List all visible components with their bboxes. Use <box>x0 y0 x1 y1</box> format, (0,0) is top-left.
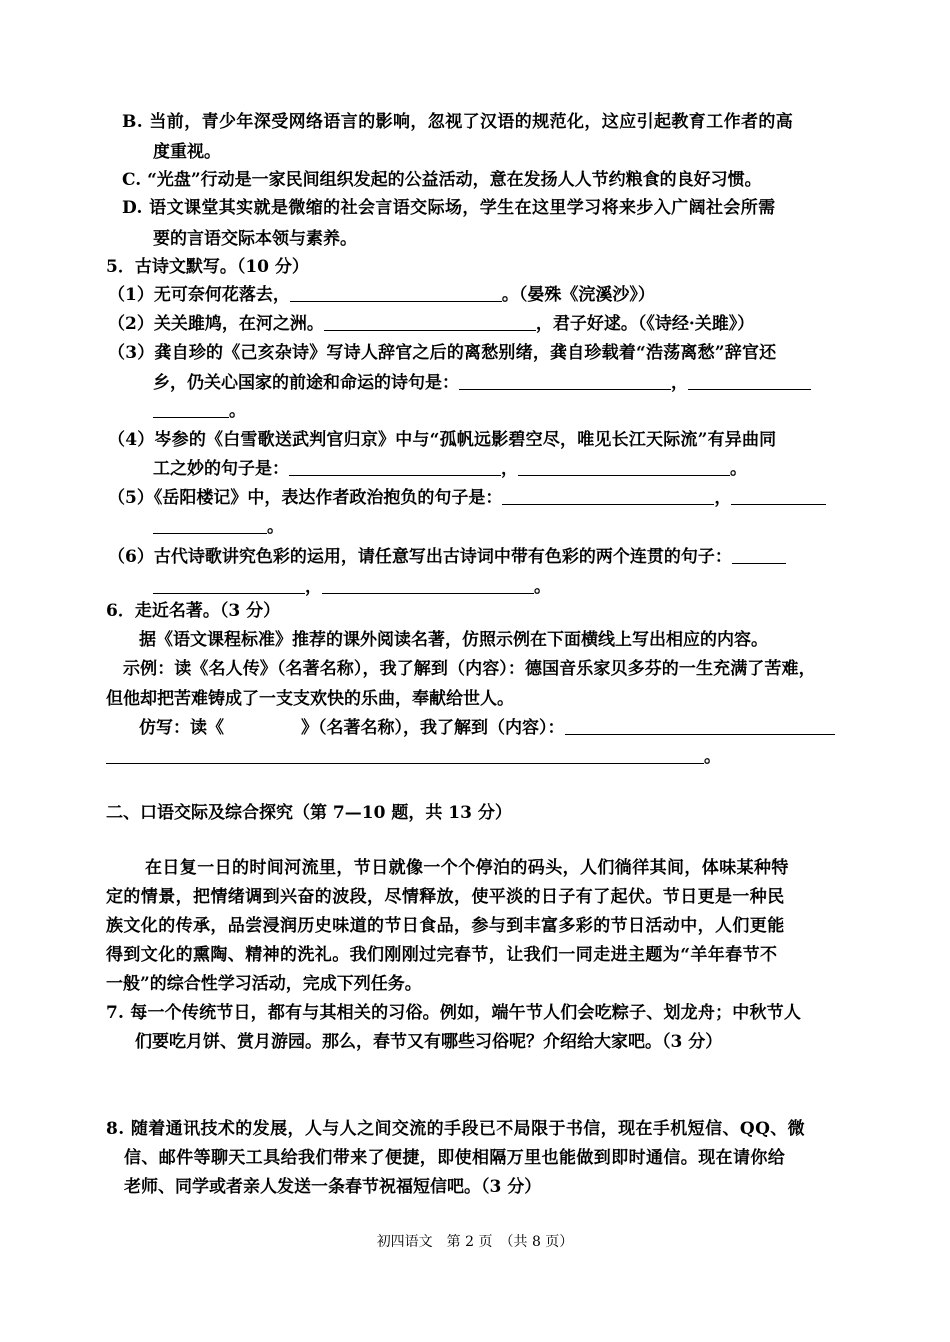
answer-blank-6b[interactable] <box>153 577 305 594</box>
answer-blank-2[interactable] <box>324 314 536 331</box>
q5-item-3-cont <box>153 400 246 422</box>
answer-blank-4b[interactable] <box>518 459 730 476</box>
q6-imitation-prefix: 仿写：读《 <box>139 718 224 738</box>
answer-blank-5c[interactable] <box>153 517 267 534</box>
option-d-line1: D. 语文课堂其实就是微缩的社会言语交际场，学生在这里学习将来步入广阔社会所需 <box>122 198 776 218</box>
q5-item-3 <box>153 372 811 394</box>
q5-4-prompt: 工之妙的句子是： <box>153 459 289 479</box>
answer-blank-6c[interactable] <box>322 577 534 594</box>
section-2-para-line2: 定的情景，把情绪调到兴奋的波段，尽情释放，使平淡的日子有了起伏。节日更是一种民 <box>106 887 785 907</box>
q5-item-6-cont <box>153 576 551 598</box>
comma: ， <box>671 373 688 393</box>
answer-blank-3c[interactable] <box>153 401 229 418</box>
answer-blank-5b[interactable] <box>731 488 826 505</box>
option-d-line2: 要的言语交际本领与素养。 <box>153 229 357 249</box>
comma: ， <box>305 577 322 597</box>
q5-4-line1: （4）岑参的《白雪歌送武判官归京》中与“孤帆远影碧空尽，唯见长江天际流”有异曲同 <box>108 430 777 450</box>
q5-3-line1: （3）龚自珍的《己亥杂诗》写诗人辞官之后的离愁别绪，龚自珍载着“浩荡离愁”辞官还 <box>108 343 777 363</box>
question-7-line1: 7. 每一个传统节日，都有与其相关的习俗。例如，端午节人们会吃粽子、划龙舟；中秋节人 <box>106 1003 802 1023</box>
answer-blank-4a[interactable] <box>289 459 501 476</box>
answer-blank-6a[interactable] <box>732 547 786 564</box>
q5-3-prompt: 乡，仍关心国家的前途和命运的诗句是： <box>153 373 459 393</box>
section-2-para-line1: 在日复一日的时间河流里，节日就像一个个停泊的码头，人们徜徉其间，体味某种特 <box>145 858 789 878</box>
answer-blank-3b[interactable] <box>688 373 811 390</box>
comma: ， <box>714 488 732 508</box>
q5-1-source: 。（晏殊《浣溪沙》） <box>501 285 655 305</box>
period: 。 <box>730 459 747 479</box>
q5-item-5-cont <box>153 516 284 538</box>
q6-intro: 据《语文课程标准》推荐的课外阅读名著，仿照示例在下面横线上写出相应的内容。 <box>139 630 768 650</box>
q5-item-2 <box>108 313 754 335</box>
question-8-line3: 老师、同学或者亲人发送一条春节祝福短信吧。（3 分） <box>124 1177 542 1197</box>
q5-2-text: （2）关关雎鸠，在河之洲。 <box>108 314 324 334</box>
question-5-title: 5．古诗文默写。（10 分） <box>106 257 309 277</box>
q5-item-4 <box>153 458 747 480</box>
q6-example-line2: 但他却把苦难铸成了一支支欢快的乐曲，奉献给世人。 <box>106 689 514 709</box>
answer-blank-3a[interactable] <box>459 373 671 390</box>
q5-6-prompt: （6）古代诗歌讲究色彩的运用，请任意写出古诗词中带有色彩的两个连贯的句子： <box>108 547 732 567</box>
question-7-line2: 们要吃月饼、赏月游园。那么，春节又有哪些习俗呢？介绍给大家吧。（3 分） <box>135 1032 723 1052</box>
option-c: C. “光盘”行动是一家民间组织发起的公益活动，意在发扬人人节约粮食的良好习惯。 <box>122 170 762 190</box>
answer-blank-q6b[interactable] <box>106 747 704 764</box>
page-footer: 初四语文 第 2 页 （共 8 页） <box>376 1234 574 1250</box>
period: 。 <box>704 747 721 767</box>
q5-5-prompt: （5）《岳阳楼记》中，表达作者政治抱负的句子是： <box>108 488 503 508</box>
q5-2-source: ，君子好逑。（《诗经·关雎》） <box>535 314 755 334</box>
q5-item-5 <box>108 487 826 509</box>
question-8-line1: 8. 随着通讯技术的发展，人与人之间交流的手段已不局限于书信，现在手机短信、QQ、微 <box>106 1119 806 1139</box>
q5-1-text: （1）无可奈何花落去， <box>108 285 290 305</box>
option-b-line2: 度重视。 <box>153 142 221 162</box>
q5-item-1 <box>108 284 655 306</box>
answer-blank-q6a[interactable] <box>565 718 835 735</box>
section-2-para-line4: 得到文化的熏陶、精神的洗礼。我们刚刚过完春节，让我们一同走进主题为“羊年春节不 <box>106 945 778 965</box>
section-2-para-line3: 族文化的传承，品尝浸润历史味道的节日食品，参与到丰富多彩的节日活动中，人们更能 <box>106 916 785 936</box>
q6-imitation <box>139 717 835 739</box>
q6-example-line1: 示例：读《名人传》（名著名称），我了解到（内容）：德国音乐家贝多芬的一生充满了苦难， <box>123 659 816 679</box>
option-b-line1: B. 当前，青少年深受网络语言的影响，忽视了汉语的规范化，这应引起教育工作者的高 <box>122 112 794 132</box>
section-2-heading: 二、口语交际及综合探究（第 7—10 题，共 13 分） <box>106 803 512 823</box>
question-6-title: 6．走近名著。（3 分） <box>106 601 281 621</box>
answer-blank-1[interactable] <box>290 285 502 302</box>
q5-item-6 <box>108 546 786 568</box>
q6-imitation-cont <box>106 746 721 768</box>
question-8-line2: 信、邮件等聊天工具给我们带来了便捷，即使相隔万里也能做到即时通信。现在请你给 <box>124 1148 786 1168</box>
period: 。 <box>267 517 284 537</box>
q6-imitation-middle: 》（名著名称），我了解到（内容）： <box>301 718 565 738</box>
answer-blank-5a[interactable] <box>502 488 714 505</box>
comma: ， <box>501 459 518 479</box>
section-2-para-line5: 一般”的综合性学习活动，完成下列任务。 <box>106 974 422 994</box>
period: 。 <box>229 401 246 421</box>
period: 。 <box>534 577 551 597</box>
